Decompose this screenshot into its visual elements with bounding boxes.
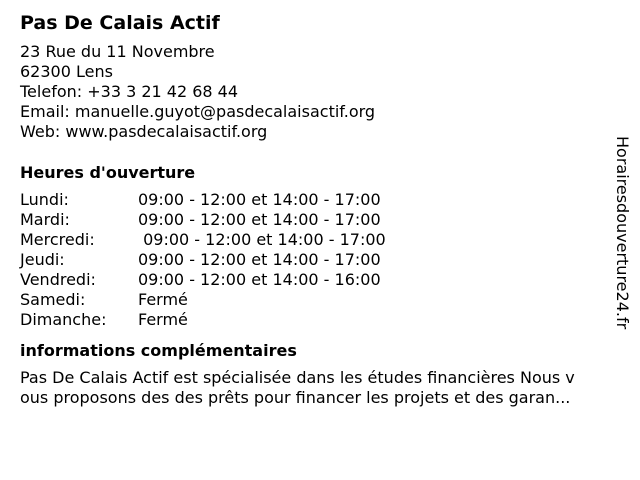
day-label: Jeudi: [20, 250, 65, 269]
hours-table [20, 190, 620, 330]
day-hours: 09:00 - 12:00 et 14:00 - 17:00 [138, 250, 381, 269]
watermark-text: Horairesdouverture24.fr [613, 136, 632, 330]
business-name: Pas De Calais Actif [20, 12, 220, 34]
day-hours: 09:00 - 12:00 et 14:00 - 17:00 [138, 230, 386, 249]
day-hours: 09:00 - 12:00 et 14:00 - 16:00 [138, 270, 381, 289]
day-hours: 09:00 - 12:00 et 14:00 - 17:00 [138, 210, 381, 229]
hours-row-sunday [20, 310, 620, 330]
day-label: Lundi: [20, 190, 69, 209]
day-label: Dimanche: [20, 310, 107, 329]
day-hours: Fermé [138, 290, 188, 309]
info-heading: informations complémentaires [20, 341, 297, 360]
address-city: 62300 Lens [20, 62, 113, 81]
business-card [20, 10, 620, 408]
day-label: Mercredi: [20, 230, 95, 249]
contact-block [20, 42, 620, 142]
day-hours: 09:00 - 12:00 et 14:00 - 17:00 [138, 190, 381, 209]
day-label: Mardi: [20, 210, 70, 229]
day-hours: Fermé [138, 310, 188, 329]
address-street: 23 Rue du 11 Novembre [20, 42, 215, 61]
hours-row-thursday [20, 250, 620, 270]
phone-line: Telefon: +33 3 21 42 68 44 [20, 82, 239, 101]
web-line: Web: www.pasdecalaisactif.org [20, 122, 268, 141]
hours-row-monday [20, 190, 620, 210]
info-line-1: Pas De Calais Actif est spécialisée dans les études financières Nous v [20, 368, 575, 387]
hours-row-tuesday [20, 210, 620, 230]
hours-row-wednesday [20, 230, 620, 250]
day-label: Vendredi: [20, 270, 96, 289]
hours-row-friday [20, 270, 620, 290]
email-line: Email: manuelle.guyot@pasdecalaisactif.org [20, 102, 376, 121]
site-watermark [612, 136, 632, 342]
hours-row-saturday [20, 290, 620, 310]
info-description [20, 368, 622, 408]
hours-heading: Heures d'ouverture [20, 163, 196, 182]
day-label: Samedi: [20, 290, 86, 309]
info-line-2: ous proposons des des prêts pour financer les projets et des garan... [20, 388, 571, 407]
